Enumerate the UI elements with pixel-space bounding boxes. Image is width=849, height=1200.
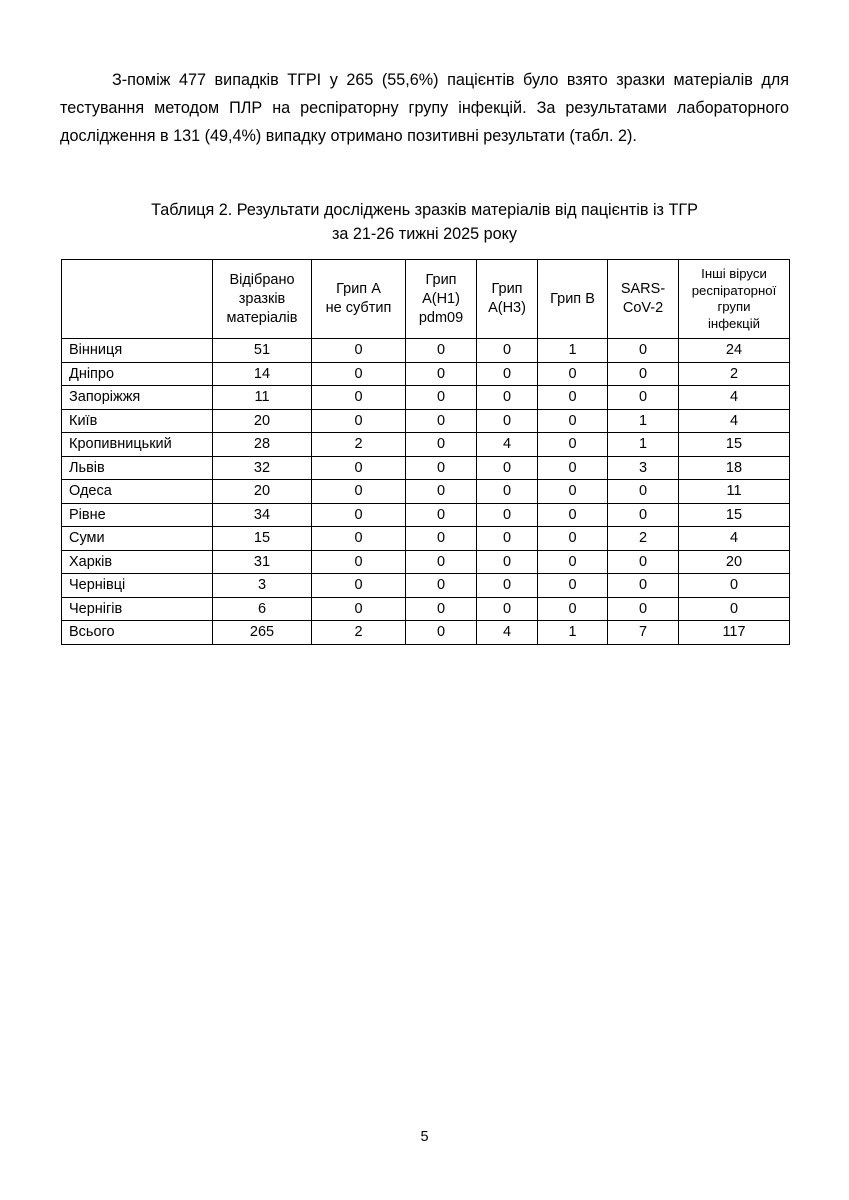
cell-flu-a-h3: 4 [477,433,538,457]
cell-samples: 20 [213,480,312,504]
table-row [62,433,790,457]
cell-flu-a-unsubtyped: 0 [312,574,406,598]
cell-flu-a-h1-pdm09: 0 [406,433,477,457]
cell-flu-a-h3: 0 [477,597,538,621]
cell-flu-b: 1 [538,339,608,363]
cell-flu-b: 0 [538,456,608,480]
cell-samples: 11 [213,386,312,410]
cell-flu-a-h3: 0 [477,409,538,433]
cell-flu-b: 0 [538,503,608,527]
table-row [62,574,790,598]
cell-flu-a-unsubtyped: 0 [312,503,406,527]
cell-flu-a-h1-pdm09: 0 [406,550,477,574]
cell-other-viruses: 15 [679,503,790,527]
cell-flu-b: 0 [538,574,608,598]
cell-flu-a-h1-pdm09: 0 [406,503,477,527]
table-row [62,597,790,621]
cell-sars-cov-2: 2 [608,527,679,551]
table-row [62,409,790,433]
table-row [62,503,790,527]
cell-sars-cov-2: 0 [608,503,679,527]
table-row [62,386,790,410]
cell-flu-a-h1-pdm09: 0 [406,409,477,433]
cell-sars-cov-2: 3 [608,456,679,480]
cell-flu-a-h3: 0 [477,456,538,480]
cell-flu-a-h1-pdm09: 0 [406,621,477,645]
cell-other-viruses: 117 [679,621,790,645]
cell-flu-a-h1-pdm09: 0 [406,480,477,504]
cell-samples: 51 [213,339,312,363]
header-cell-flu-a-h3: Грип A(H3) [477,260,538,339]
cell-flu-b: 0 [538,597,608,621]
cell-flu-a-h3: 0 [477,339,538,363]
cell-sars-cov-2: 0 [608,339,679,363]
cell-other-viruses: 18 [679,456,790,480]
cell-sars-cov-2: 0 [608,550,679,574]
cell-flu-b: 0 [538,386,608,410]
cell-sars-cov-2: 0 [608,597,679,621]
cell-sars-cov-2: 1 [608,409,679,433]
cell-region: Запоріжжя [62,386,213,410]
cell-region: Чернівці [62,574,213,598]
cell-flu-a-unsubtyped: 2 [312,433,406,457]
cell-flu-b: 1 [538,621,608,645]
header-cell-flu-a-unsubtyped: Грип А не субтип [312,260,406,339]
cell-samples: 20 [213,409,312,433]
table-row [62,339,790,363]
cell-region: Харків [62,550,213,574]
cell-samples: 6 [213,597,312,621]
table-row [62,527,790,551]
cell-flu-a-h1-pdm09: 0 [406,386,477,410]
cell-flu-b: 0 [538,550,608,574]
cell-flu-a-h3: 0 [477,480,538,504]
table-header-row [62,260,790,339]
cell-flu-a-unsubtyped: 0 [312,339,406,363]
cell-region: Вінниця [62,339,213,363]
cell-sars-cov-2: 0 [608,574,679,598]
header-cell-samples: Відібрано зразків матеріалів [213,260,312,339]
header-cell-flu-a-h1-pdm09: Грип A(H1) pdm09 [406,260,477,339]
cell-region: Всього [62,621,213,645]
cell-flu-b: 0 [538,362,608,386]
cell-other-viruses: 24 [679,339,790,363]
cell-sars-cov-2: 0 [608,386,679,410]
cell-flu-a-h3: 0 [477,362,538,386]
table-caption-line-2: за 21-26 тижні 2025 року [331,225,517,243]
cell-flu-b: 0 [538,433,608,457]
cell-flu-a-h1-pdm09: 0 [406,339,477,363]
cell-flu-a-h1-pdm09: 0 [406,362,477,386]
cell-flu-b: 0 [538,480,608,504]
table-row [62,456,790,480]
cell-flu-a-unsubtyped: 0 [312,456,406,480]
cell-other-viruses: 11 [679,480,790,504]
cell-other-viruses: 4 [679,527,790,551]
cell-flu-a-unsubtyped: 0 [312,597,406,621]
cell-samples: 265 [213,621,312,645]
cell-flu-b: 0 [538,527,608,551]
cell-flu-a-h3: 0 [477,386,538,410]
cell-flu-a-h3: 4 [477,621,538,645]
cell-region: Чернігів [62,597,213,621]
table-row [62,480,790,504]
cell-samples: 32 [213,456,312,480]
header-cell-region [62,260,213,339]
intro-paragraph: З-поміж 477 випадків ТГРІ у 265 (55,6%) пацієнтів було взято зразки матеріалів для тестування методом ПЛР на респіраторну групу інфекцій. За результатами лабораторного дослідження в 131 (49,4%) випадку отримано позитивні результати (табл. 2). [60,71,789,145]
cell-flu-a-h1-pdm09: 0 [406,597,477,621]
cell-flu-a-h3: 0 [477,503,538,527]
table-body [62,339,790,645]
cell-flu-a-unsubtyped: 0 [312,527,406,551]
cell-other-viruses: 20 [679,550,790,574]
cell-flu-a-unsubtyped: 0 [312,386,406,410]
cell-flu-b: 0 [538,409,608,433]
table-row [62,362,790,386]
cell-sars-cov-2: 0 [608,480,679,504]
cell-region: Київ [62,409,213,433]
cell-samples: 34 [213,503,312,527]
cell-flu-a-h3: 0 [477,527,538,551]
cell-flu-a-unsubtyped: 0 [312,550,406,574]
cell-sars-cov-2: 0 [608,362,679,386]
cell-flu-a-h1-pdm09: 0 [406,574,477,598]
table-caption-line-1: Таблиця 2. Результати досліджень зразків матеріалів від пацієнтів із ТГР [151,201,698,219]
cell-flu-a-unsubtyped: 0 [312,362,406,386]
cell-flu-a-unsubtyped: 0 [312,480,406,504]
cell-samples: 28 [213,433,312,457]
page-number: 5 [420,1129,429,1145]
cell-sars-cov-2: 1 [608,433,679,457]
cell-other-viruses: 0 [679,574,790,598]
cell-samples: 31 [213,550,312,574]
cell-region: Рівне [62,503,213,527]
cell-sars-cov-2: 7 [608,621,679,645]
cell-flu-a-h3: 0 [477,574,538,598]
cell-flu-a-unsubtyped: 0 [312,409,406,433]
cell-flu-a-h1-pdm09: 0 [406,527,477,551]
table-row [62,550,790,574]
cell-samples: 3 [213,574,312,598]
cell-region: Дніпро [62,362,213,386]
header-cell-sars-cov-2: SARS- CoV-2 [608,260,679,339]
table-caption [60,198,789,246]
table-total-row [62,621,790,645]
cell-samples: 14 [213,362,312,386]
cell-other-viruses: 2 [679,362,790,386]
cell-region: Кропивницький [62,433,213,457]
cell-region: Львів [62,456,213,480]
cell-samples: 15 [213,527,312,551]
cell-other-viruses: 0 [679,597,790,621]
header-cell-other-viruses: Інші віруси респіраторної групи інфекцій [679,260,790,339]
cell-region: Суми [62,527,213,551]
cell-other-viruses: 4 [679,409,790,433]
cell-other-viruses: 15 [679,433,790,457]
cell-flu-a-h3: 0 [477,550,538,574]
results-table [61,259,790,645]
cell-flu-a-unsubtyped: 2 [312,621,406,645]
cell-region: Одеса [62,480,213,504]
cell-other-viruses: 4 [679,386,790,410]
cell-flu-a-h1-pdm09: 0 [406,456,477,480]
header-cell-flu-b: Грип В [538,260,608,339]
